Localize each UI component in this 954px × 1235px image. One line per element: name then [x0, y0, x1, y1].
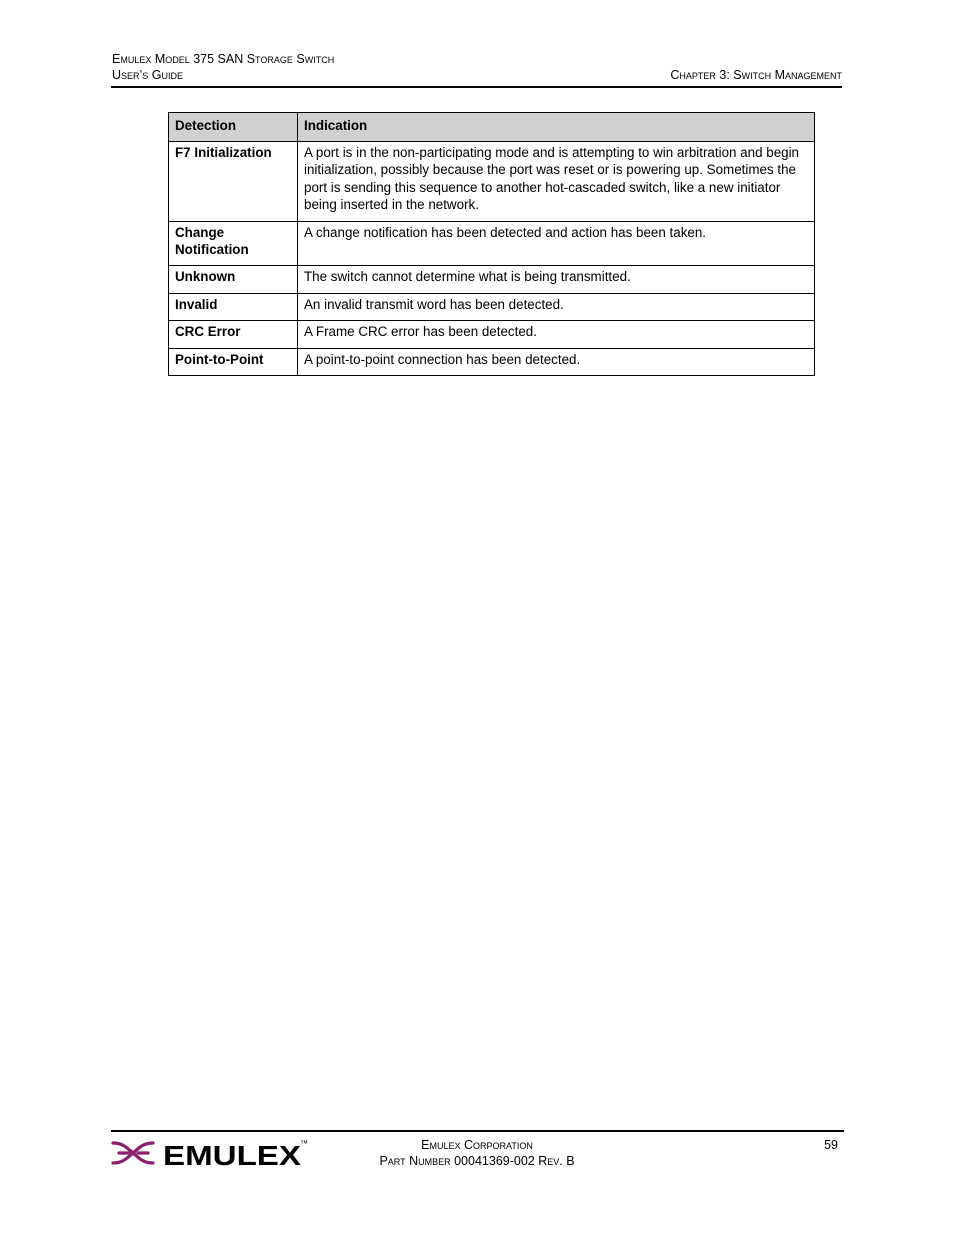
indication-cell: A point-to-point connection has been detected.: [298, 348, 815, 375]
table-row: [169, 321, 815, 348]
page-number: 59: [824, 1138, 838, 1152]
indication-cell: The switch cannot determine what is being transmitted.: [298, 266, 815, 293]
footer-company: Emulex Corporation: [421, 1138, 533, 1152]
detection-cell: Change Notification: [169, 221, 298, 266]
indication-cell: A change notification has been detected and action has been taken.: [298, 221, 815, 266]
detection-cell: Unknown: [169, 266, 298, 293]
table-row: [169, 142, 815, 222]
running-header-left: [112, 51, 334, 83]
table-row: [169, 221, 815, 266]
indication-cell: A Frame CRC error has been detected.: [298, 321, 815, 348]
detection-cell: Point-to-Point: [169, 348, 298, 375]
detection-table: [168, 112, 815, 376]
detection-cell: CRC Error: [169, 321, 298, 348]
indication-cell: An invalid transmit word has been detected.: [298, 293, 815, 320]
footer-part-number: Part Number 00041369-002 Rev. B: [379, 1154, 575, 1168]
column-header-indication: Indication: [298, 113, 815, 142]
indication-cell: A port is in the non-participating mode and is attempting to win arbitration and begin initialization, possibly because the port was reset or is powering up. Sometimes the port is sending this sequence to another hot-cascaded switch, like a new initiator being inserted in the network.: [298, 142, 815, 222]
header-chapter-title: Chapter 3: Switch Management: [670, 68, 842, 82]
footer-rule: [111, 1130, 844, 1132]
footer-center: [0, 1137, 954, 1169]
table-header-row: [169, 113, 815, 142]
header-doc-title: Emulex Model 375 SAN Storage Switch: [112, 52, 335, 66]
header-rule: [111, 86, 842, 88]
header-doc-subtitle: User’s Guide: [112, 68, 184, 82]
column-header-detection: Detection: [169, 113, 298, 142]
detection-cell: F7 Initialization: [169, 142, 298, 222]
logo-trademark: ™: [300, 1139, 308, 1148]
table-row: [169, 348, 815, 375]
detection-cell: Invalid: [169, 293, 298, 320]
logo-wordmark: EMULEX: [163, 1140, 302, 1170]
table-row: [169, 266, 815, 293]
table-row: [169, 293, 815, 320]
